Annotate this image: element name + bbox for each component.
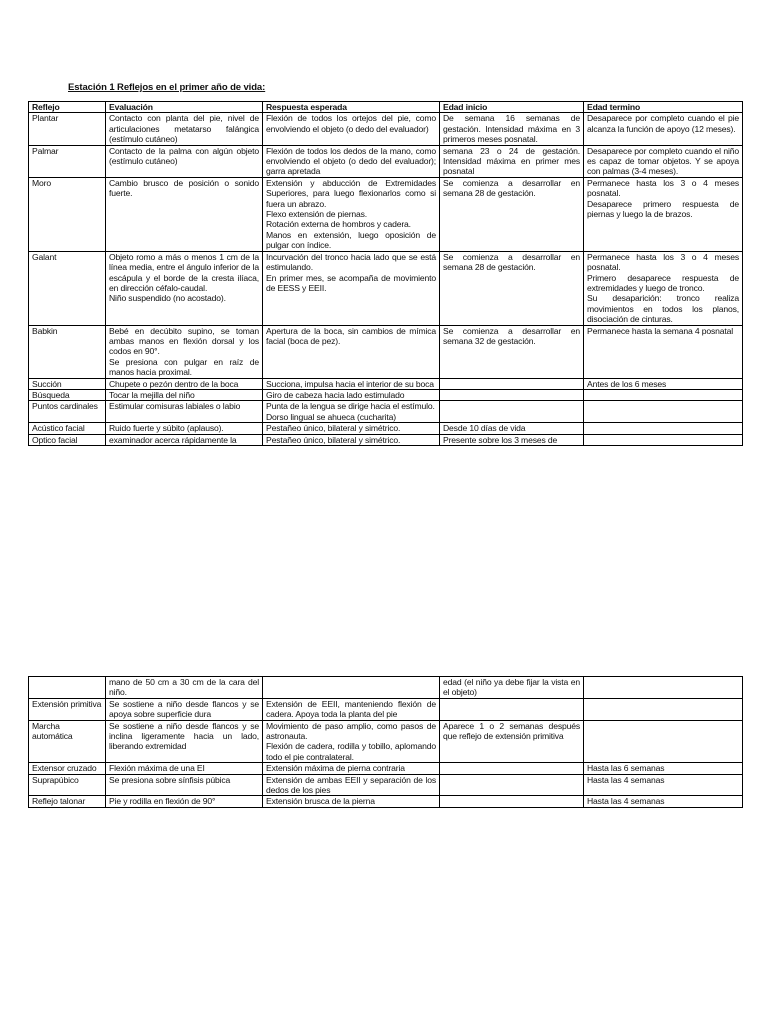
cell-edad-termino (584, 401, 743, 423)
table-row (29, 378, 743, 389)
cell-text: Giro de cabeza hacia lado estimulado (266, 389, 405, 400)
cell-respuesta (263, 698, 440, 720)
cell-text: Su desaparición: tronco realiza movimientos en todos los planos, disociación de cinturas. (587, 293, 739, 325)
table-row (29, 145, 743, 177)
cell-reflejo (29, 698, 106, 720)
cell-reflejo (29, 378, 106, 389)
cell-evaluacion: examinador acerca rápidamente la (106, 434, 263, 445)
cell-edad-termino (584, 378, 743, 389)
cell-text: Reflejo talonar (32, 796, 86, 807)
cell-edad-termino (584, 251, 743, 325)
cell-text: Palmar (32, 145, 59, 156)
cell-edad-termino (584, 698, 743, 720)
cell-evaluacion (106, 389, 263, 400)
cell-text: Movimiento de paso amplio, como pasos de astronauta. (266, 720, 436, 742)
cell-text: Flexión de todos los dedos de la mano, como envolviendo el objeto (o dedo del evaluador); garra apretada (266, 145, 436, 177)
cell-respuesta (263, 325, 440, 378)
table-row (29, 698, 743, 720)
cell-text: Dorso lingual se ahueca (cucharita) (266, 411, 396, 422)
cell-respuesta (263, 113, 440, 145)
cell-text: Estimular comisuras labiales o labio (109, 401, 241, 412)
cell-evaluacion (106, 145, 263, 177)
table-row (29, 251, 743, 325)
cell-text: Cambio brusco de posición o sonido fuerte. (109, 177, 259, 199)
cell-reflejo (29, 774, 106, 796)
cell-text: Se comienza a desarrollar en semana 32 de gestación. (443, 325, 580, 346)
cell-edad-inicio (440, 378, 584, 389)
cell-edad-inicio (440, 720, 584, 763)
cell-respuesta (263, 401, 440, 423)
cell-text: Plantar (32, 113, 59, 124)
table-row (29, 796, 743, 807)
cell-reflejo (29, 113, 106, 145)
cell-edad-inicio: Presente sobre los 3 meses de (440, 434, 584, 445)
cell-text: Tocar la mejilla del niño (109, 389, 195, 400)
cell-respuesta: Pestañeo único, bilateral y simétrico. (263, 434, 440, 445)
cell-text: Marcha automática (32, 720, 73, 742)
cell-edad-inicio (440, 423, 584, 434)
cell-text: Búsqueda (32, 389, 70, 400)
cell-respuesta (263, 378, 440, 389)
cell-text: Manos en extensión, luego oposición de pulgar con índice. (266, 229, 436, 251)
cell-edad-inicio (440, 774, 584, 796)
header-evaluacion: Evaluación (106, 102, 263, 113)
cell-edad-termino (584, 177, 743, 251)
cell-text: Bebé en decúbito supino, se toman ambas manos en flexión dorsal y los codos en 90°. (109, 325, 259, 357)
cell-evaluacion (106, 113, 263, 145)
reflexes-table-part-1 (28, 101, 743, 446)
table-row (29, 763, 743, 774)
cell-text: En primer mes, se acompaña de movimiento de EESS y EEII. (266, 272, 436, 293)
cell-reflejo (29, 796, 106, 807)
cell-text: Rotación externa de hombros y cadera. (266, 219, 411, 230)
cell-edad-termino (584, 423, 743, 434)
table-row (29, 423, 743, 434)
cell-text: Galant (32, 251, 57, 262)
cell-evaluacion (106, 177, 263, 251)
cell-reflejo (29, 423, 106, 434)
cell-text: Extensión de EEII, manteniendo flexión de cadera. Apoya toda la planta del pie (266, 698, 436, 720)
cell-edad-termino (584, 796, 743, 807)
cell-evaluacion (106, 378, 263, 389)
cell-text: Chupete o pezón dentro de la boca (109, 378, 239, 389)
table-row-optico-facial (29, 434, 743, 445)
cell-text: Hasta las 6 semanas (587, 763, 665, 774)
cell-text: Objeto romo a más o menos 1 cm de la línea media, entre el ángulo inferior de la escápula y el borde de la cresta ilíaca, en dirección céfalo-caudal. (109, 251, 259, 293)
table-row (29, 177, 743, 251)
cell-text: Antes de los 6 meses (587, 378, 667, 389)
cell-evaluacion (106, 796, 263, 807)
cell-edad-inicio (440, 325, 584, 378)
cell-reflejo (29, 325, 106, 378)
cell-text: Babkin (32, 325, 58, 336)
cell-text: Flexión máxima de una EI (109, 763, 205, 774)
cell-text: Aparece 1 o 2 semanas después que reflejo de extensión primitiva (443, 720, 580, 742)
cell-edad-inicio (440, 796, 584, 807)
cell-edad-inicio (440, 401, 584, 423)
cell-respuesta (263, 796, 440, 807)
cell-evaluacion (106, 677, 263, 699)
cell-text: Flexo extensión de piernas. (266, 209, 368, 220)
reflexes-table-part-2 (28, 676, 743, 808)
cell-reflejo (29, 401, 106, 423)
cell-text: Incurvación del tronco hacia lado que se está estimulando. (266, 251, 436, 273)
cell-reflejo (29, 177, 106, 251)
cell-text: Se sostiene a niño desde flancos y se inclina ligeramente hacia un lado, liberando extremidad (109, 720, 259, 752)
cell-edad-inicio (440, 389, 584, 400)
cell-edad-inicio (440, 677, 584, 699)
table-row (29, 325, 743, 378)
table-row (29, 774, 743, 796)
table-row (29, 677, 743, 699)
cell-text: Extensión primitiva (32, 698, 102, 709)
cell-text: Suprapúbico (32, 774, 79, 785)
cell-text: Succiona, impulsa hacia el interior de su boca (266, 378, 434, 389)
cell-text: Desaparece por completo cuando el niño es capaz de tomar objetos. Y se apoya con palmas (3-4 meses). (587, 145, 739, 177)
cell-text: Contacto con planta del pie, nivel de articulaciones metatarso falángica (estímulo cutáneo) (109, 113, 259, 145)
cell-reflejo (29, 251, 106, 325)
cell-evaluacion (106, 423, 263, 434)
cell-edad-inicio (440, 177, 584, 251)
cell-respuesta (263, 389, 440, 400)
header-edad-termino: Edad termino (584, 102, 743, 113)
cell-text: Hasta las 4 semanas (587, 796, 665, 807)
cell-text: Desde 10 días de vida (443, 423, 526, 434)
cell-edad-termino (584, 763, 743, 774)
cell-text: Extensión brusca de la pierna (266, 796, 375, 807)
cell-text: De semana 16 semanas de gestación. Intensidad máxima en 3 primeros meses posnatal. (443, 113, 580, 145)
cell-reflejo (29, 389, 106, 400)
header-edad-inicio: Edad inicio (440, 102, 584, 113)
cell-edad-termino (584, 774, 743, 796)
cell-text: Contacto de la palma con algún objeto (estímulo cutáneo) (109, 145, 259, 167)
cell-respuesta (263, 677, 440, 699)
cell-text: Se presiona sobre sínfisis púbica (109, 774, 231, 785)
cell-text: Pie y rodilla en flexión de 90° (109, 796, 216, 807)
cell-reflejo (29, 720, 106, 763)
cell-reflejo (29, 677, 106, 699)
cell-text: Extensión y abducción de Extremidades Superiores, para luego flexionarlos como si fuera un abrazo. (266, 177, 436, 209)
cell-respuesta (263, 177, 440, 251)
cell-evaluacion (106, 325, 263, 378)
cell-edad-inicio (440, 763, 584, 774)
cell-text: Primero desaparece respuesta de extremidades y luego de tronco. (587, 272, 739, 293)
cell-edad-termino (584, 720, 743, 763)
cell-edad-termino (584, 113, 743, 145)
cell-text: semana 23 o 24 de gestación. Intensidad máxima en primer mes posnatal (443, 145, 580, 177)
cell-reflejo (29, 763, 106, 774)
cell-edad-termino (584, 325, 743, 378)
cell-text: Permanece hasta los 3 o 4 meses posnatal. (587, 177, 739, 199)
cell-evaluacion (106, 251, 263, 325)
cell-text: Permanece hasta los 3 o 4 meses posnatal. (587, 251, 739, 273)
cell-respuesta (263, 774, 440, 796)
cell-text: Pestañeo único, bilateral y simétrico. (266, 423, 401, 434)
cell-text: Ruido fuerte y súbito (aplauso). (109, 423, 224, 434)
cell-text: mano de 50 cm a 30 cm de la cara del niño. (109, 677, 259, 698)
cell-edad-termino (584, 145, 743, 177)
cell-text: Desaparece primero respuesta de piernas y luego la de brazos. (587, 198, 739, 220)
cell-respuesta (263, 145, 440, 177)
cell-edad-inicio (440, 113, 584, 145)
cell-text: Permanece hasta la semana 4 posnatal (587, 325, 734, 336)
header-reflejo: Reflejo (29, 102, 106, 113)
cell-text: Se presiona con pulgar en raíz de manos hacia proximal. (109, 356, 259, 378)
header-respuesta: Respuesta esperada (263, 102, 440, 113)
cell-text: Hasta las 4 semanas (587, 774, 665, 785)
cell-text: Punta de la lengua se dirige hacia el estímulo. (266, 401, 435, 412)
cell-text: Niño suspendido (no acostado). (109, 293, 226, 304)
table-row (29, 720, 743, 763)
cell-edad-inicio (440, 145, 584, 177)
cell-reflejo: Optico facial (29, 434, 106, 445)
cell-text: Desaparece por completo cuando el pie alcanza la función de apoyo (12 meses). (587, 113, 739, 134)
cell-evaluacion (106, 720, 263, 763)
cell-text: Acústico facial (32, 423, 85, 434)
cell-edad-inicio (440, 251, 584, 325)
cell-text: Extensión máxima de pierna contraria (266, 763, 405, 774)
cell-respuesta (263, 763, 440, 774)
cell-text: Extensor cruzado (32, 763, 97, 774)
table-row (29, 401, 743, 423)
cell-text: Moro (32, 177, 51, 188)
cell-text: Puntos cardinales (32, 401, 98, 412)
cell-text: Se sostiene a niño desde flancos y se apoya sobre superficie dura (109, 698, 259, 720)
table-row (29, 113, 743, 145)
cell-edad-inicio (440, 698, 584, 720)
table-header-row (29, 102, 743, 113)
cell-respuesta (263, 423, 440, 434)
cell-evaluacion (106, 698, 263, 720)
cell-edad-termino (584, 677, 743, 699)
cell-text: edad (el niño ya debe fijar la vista en el objeto) (443, 677, 580, 698)
cell-text: Succión (32, 378, 62, 389)
cell-edad-termino (584, 434, 743, 445)
document-title: Estación 1 Reflejos en el primer año de vida: (68, 82, 266, 93)
cell-evaluacion (106, 763, 263, 774)
cell-text: Extensión de ambas EEII y separación de los dedos de los pies (266, 774, 436, 796)
cell-text: Flexión de cadera, rodilla y tobillo, aplomando todo el pie contralateral. (266, 741, 436, 762)
cell-text: Se comienza a desarrollar en semana 28 de gestación. (443, 177, 580, 199)
table-row (29, 389, 743, 400)
cell-edad-termino (584, 389, 743, 400)
cell-reflejo (29, 145, 106, 177)
cell-text: Se comienza a desarrollar en semana 28 de gestación. (443, 251, 580, 273)
cell-text: Flexión de todos los ortejos del pie, como envolviendo el objeto (o dedo del evaluador) (266, 113, 436, 134)
cell-respuesta (263, 251, 440, 325)
cell-text: Apertura de la boca, sin cambios de mímica facial (boca de pez). (266, 325, 436, 346)
cell-evaluacion (106, 401, 263, 423)
cell-evaluacion (106, 774, 263, 796)
cell-respuesta (263, 720, 440, 763)
